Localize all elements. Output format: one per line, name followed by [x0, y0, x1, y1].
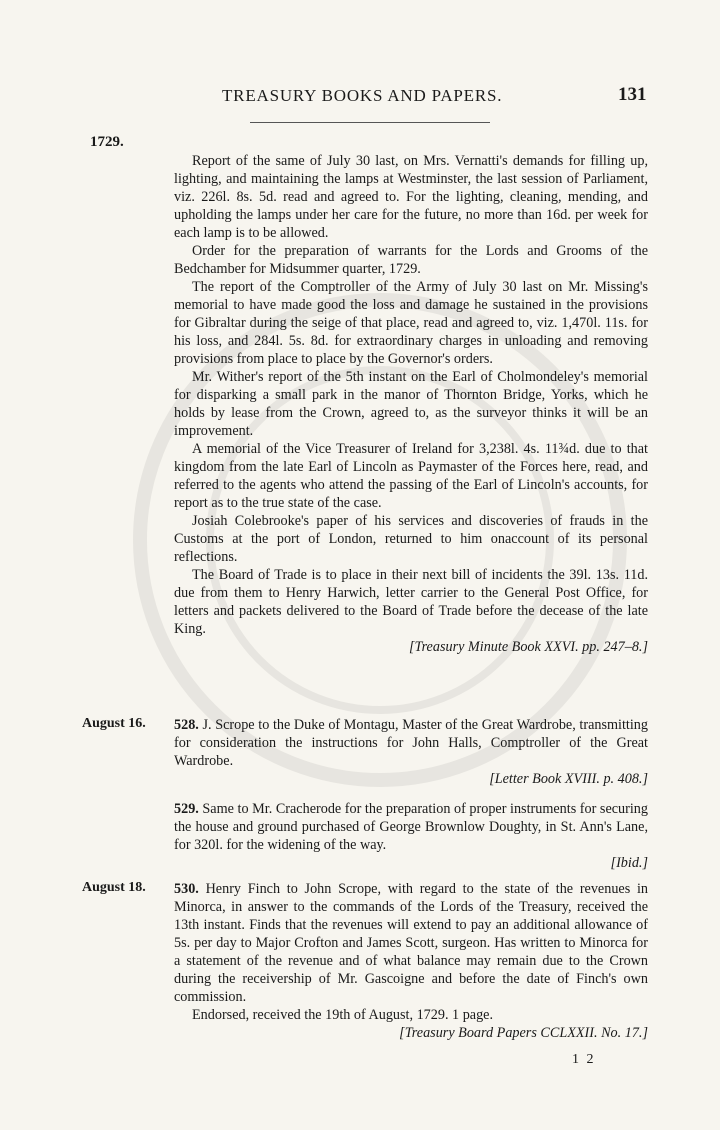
paragraph-bedchamber: Order for the preparation of warrants for the Lords and Grooms of the Bedchamber for Midsummer quarter, 1729.: [174, 243, 648, 277]
entry-530: [174, 880, 648, 1042]
minute-entries: [174, 152, 648, 656]
endorsement: Endorsed, received the 19th of August, 1729. 1 page.: [192, 1007, 494, 1023]
page-header: [0, 86, 720, 116]
reference-letter-book: [Letter Book XVIII. p. 408.]: [489, 771, 648, 787]
entry-number: 529.: [174, 801, 199, 817]
entry-text: J. Scrope to the Duke of Montagu, Master of the Great Wardrobe, transmitting for consideration the instructions for John Halls, Comptroller of the Great Wardrobe.: [174, 717, 648, 769]
paragraph-missing: The report of the Comptroller of the Army of July 30 last on Mr. Missing's memorial to have made good the loss and damage he sustained in the provisions for Gibraltar during the seige of that place, read and agreed to, viz. 1,470l. 11s. for his loss, and 284l. 5s. 8d. for extraordinary charges in unloading and removing provisions from place to place by the Governor's orders.: [174, 279, 648, 367]
entry-number: 530.: [174, 881, 199, 897]
margin-year: 1729.: [90, 134, 124, 150]
header-rule: [250, 122, 490, 124]
signature-mark: 1 2: [572, 1052, 596, 1067]
reference-ibid: [Ibid.]: [610, 855, 648, 871]
entry-529: [174, 800, 648, 872]
entry-528: [174, 716, 648, 788]
entry-number: 528.: [174, 717, 199, 733]
margin-date-aug-18: August 18.: [82, 880, 146, 895]
paragraph-ireland: A memorial of the Vice Treasurer of Ireland for 3,238l. 4s. 11¾d. due to that kingdom from the late Earl of Lincoln as Paymaster of the Forces here, read, and referred to the agents who attend the passing of the Earl of Lincoln's accounts, for report as to the true state of the case.: [174, 441, 648, 511]
entry-text: Same to Mr. Cracherode for the preparation of proper instruments for securing the house and ground purchased of George Brownlow Doughty, in St. Ann's Lane, for 320l. for the widening of the way.: [174, 801, 648, 853]
paragraph-vernatti: Report of the same of July 30 last, on Mrs. Vernatti's demands for filling up, lighting, and maintaining the lamps at Westminster, the last session of Parliament, viz. 226l. 8s. 5d. read and agreed to. For the lighting, cleaning, mending, and upholding the lamps under her care for the future, no more than 16d. per week for each lamp is to be allowed.: [174, 153, 648, 241]
reference-board-papers: [Treasury Board Papers CCLXXII. No. 17.]: [399, 1025, 648, 1041]
paragraph-colebrooke: Josiah Colebrooke's paper of his services and discoveries of frauds in the Customs at the port of London, returned to him onaccount of its personal reflections.: [174, 513, 648, 565]
paragraph-board-of-trade: The Board of Trade is to place in their next bill of incidents the 39l. 13s. 11d. due from them to Henry Harwich, letter carrier to the General Post Office, for letters and packets delivered to the Board of Trade before the decease of the late King.: [174, 567, 648, 637]
reference-minute-book: [Treasury Minute Book XXVI. pp. 247–8.]: [408, 639, 648, 655]
page-number: 131: [618, 84, 647, 105]
entry-text: Henry Finch to John Scrope, with regard to the state of the revenues in Minorca, in answer to the commands of the Lords of the Treasury, received the 13th instant. Finds that the revenues will extend to pay an additional allowance of 5s. per day to Major Crofton and James Scott, surgeon. Has written to Minorca for a statement of the revenue and of what balance may remain due to the Crown during the receivership of Mr. Gascoigne and before the date of Finch's own commission.: [174, 881, 649, 1005]
paragraph-cholmondeley: Mr. Wither's report of the 5th instant on the Earl of Cholmondeley's memorial for disparking a small park in the manor of Thornton Bridge, Yorks, which he holds by lease from the Crown, agreed to, as the surveyor thinks it will be an improvement.: [174, 369, 648, 439]
running-title: TREASURY BOOKS AND PAPERS.: [222, 86, 503, 105]
margin-date-aug-16: August 16.: [82, 716, 146, 731]
